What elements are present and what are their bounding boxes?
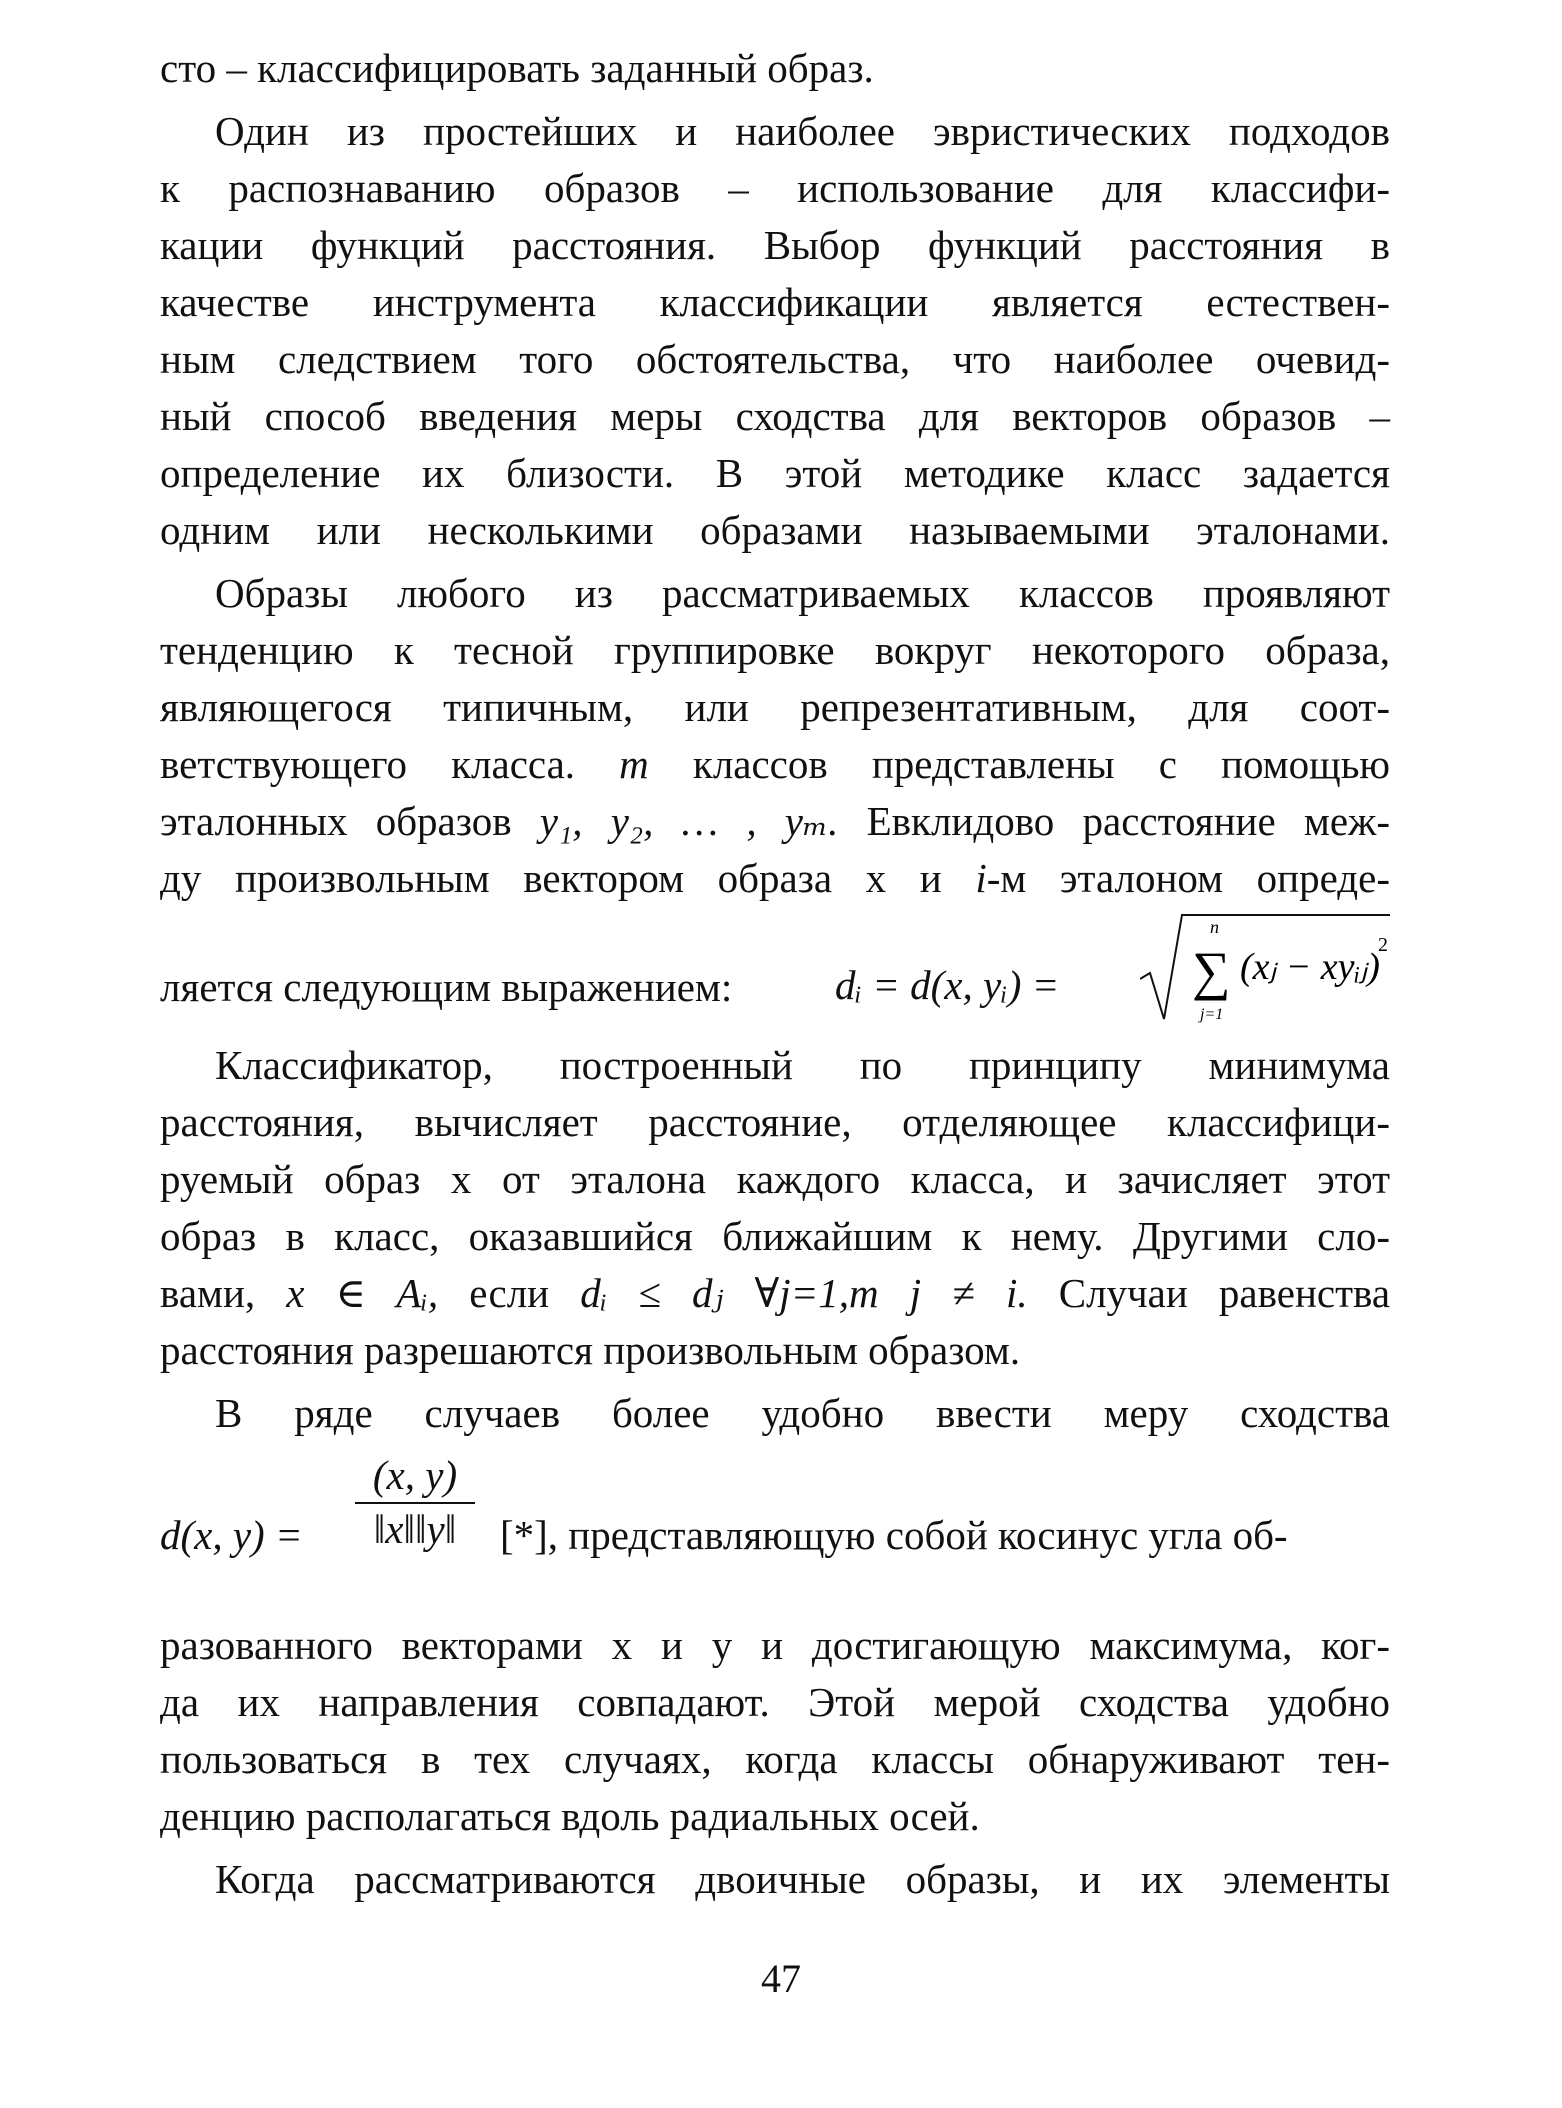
text-line: разованного векторами x и y и достигающую максимума, ког- bbox=[160, 1622, 1390, 1668]
text-span: ду произвольным вектором образа x и bbox=[160, 855, 942, 901]
text-line: одним или несколькими образами называемыми эталонами. bbox=[160, 507, 1390, 553]
text-line: образ в класс, оказавшийся ближайшим к нему. Другими сло- bbox=[160, 1213, 1390, 1259]
paragraph-min-distance-classifier bbox=[160, 1037, 1390, 1379]
text-line: денцию располагаться вдоль радиальных осей. bbox=[160, 1793, 980, 1839]
text-line: ный способ введения меры сходства для векторов образов – bbox=[160, 393, 1390, 439]
cosine-formula-row bbox=[160, 1442, 1390, 1617]
text-line: пользоваться в тех случаях, когда классы обнаруживают тен- bbox=[160, 1736, 1390, 1782]
paragraph-binary-images bbox=[160, 1851, 1390, 1908]
text-line: ным следствием того обстоятельства, что наиболее очевид- bbox=[160, 336, 1390, 382]
paragraph-cosine-similarity bbox=[160, 1385, 1390, 1845]
text-line: качестве инструмента классификации является естествен- bbox=[160, 279, 1390, 325]
paragraph-distance-functions bbox=[160, 103, 1390, 559]
sum-upper-limit: n bbox=[1210, 917, 1219, 937]
text-span: Случаи равенства bbox=[1058, 1270, 1391, 1316]
sum-lower-limit: j=1 bbox=[1200, 1006, 1224, 1023]
text-line: ляется следующим выражением: bbox=[160, 964, 733, 1010]
text-line: к распознаванию образов – использование для классифи- bbox=[160, 165, 1390, 211]
text-line: да их направления совпадают. Этой мерой сходства удобно bbox=[160, 1679, 1390, 1725]
text-line: расстояния, вычисляет расстояние, отделяющее классифици- bbox=[160, 1099, 1390, 1145]
cosine-fraction bbox=[355, 1450, 475, 1554]
text-line bbox=[160, 850, 1390, 907]
math-membership: x ∈ Aᵢ, bbox=[286, 1270, 439, 1316]
text-line: тенденцию к тесной группировке вокруг некоторого образа, bbox=[160, 627, 1390, 673]
math-etalons: y₁, y₂, … , yₘ. bbox=[539, 798, 839, 844]
text-span: вами, bbox=[160, 1270, 256, 1316]
text-line: определение их близости. В этой методике класс задается bbox=[160, 450, 1390, 496]
text-span: классов представлены с помощью bbox=[692, 741, 1391, 787]
formula-lhs: dᵢ = d(x, yᵢ) = bbox=[835, 962, 1060, 1008]
text-span: ветствующего класса. bbox=[160, 741, 576, 787]
formula-lhs: d(x, y) = bbox=[160, 1512, 303, 1558]
text-span: эталонных образов bbox=[160, 798, 512, 844]
text-line: Образы любого из рассматриваемых классов проявляют bbox=[215, 570, 1390, 616]
sqrt-sum-formula bbox=[1140, 907, 1390, 1027]
math-m: m bbox=[619, 741, 649, 787]
text-line: В ряде случаев более удобно ввести меру сходства bbox=[215, 1390, 1390, 1436]
text-line: расстояния разрешаются произвольным образом. bbox=[160, 1327, 1021, 1373]
text-span: Евклидово расстояние меж- bbox=[866, 798, 1391, 844]
text-line: руемый образ x от эталона каждого класса, и зачисляет этот bbox=[160, 1156, 1390, 1202]
sum-sign: ∑ bbox=[1192, 941, 1231, 1001]
sum-exponent: 2 bbox=[1378, 934, 1388, 956]
text-span: если bbox=[469, 1270, 550, 1316]
page-number: 47 bbox=[761, 1956, 801, 2001]
text-span: [*], представляющую собой косинус угла об- bbox=[500, 1512, 1288, 1558]
page-body bbox=[160, 40, 1390, 1908]
text-line bbox=[160, 736, 1390, 793]
text-line bbox=[160, 1265, 1390, 1322]
text-span: -м эталоном опреде- bbox=[986, 855, 1390, 901]
sum-body: (xⱼ − xyᵢⱼ) bbox=[1240, 946, 1380, 988]
text-line: являющегося типичным, или репрезентативным, для соот- bbox=[160, 684, 1390, 730]
math-i: i bbox=[975, 855, 987, 901]
text-span bbox=[975, 855, 1390, 901]
text-line: Когда рассматриваются двоичные образы, и их элементы bbox=[215, 1856, 1390, 1902]
fraction-denominator: ‖x‖‖y‖ bbox=[373, 1506, 457, 1552]
text-line: кации функций расстояния. Выбор функций расстояния в bbox=[160, 222, 1390, 268]
fraction-numerator: (x, y) bbox=[355, 1450, 475, 1504]
math-condition: dᵢ ≤ dⱼ ∀j=1,m j ≠ i. bbox=[580, 1270, 1028, 1316]
euclid-formula-row bbox=[160, 907, 1390, 1037]
paragraph-etalons bbox=[160, 565, 1390, 1037]
text-line: сто – классифицировать заданный образ. bbox=[160, 45, 874, 91]
text-line bbox=[160, 793, 1390, 850]
text-line: Классификатор, построенный по принципу минимума bbox=[215, 1042, 1390, 1088]
text-line: Один из простейших и наиболее эвристических подходов bbox=[215, 108, 1390, 154]
